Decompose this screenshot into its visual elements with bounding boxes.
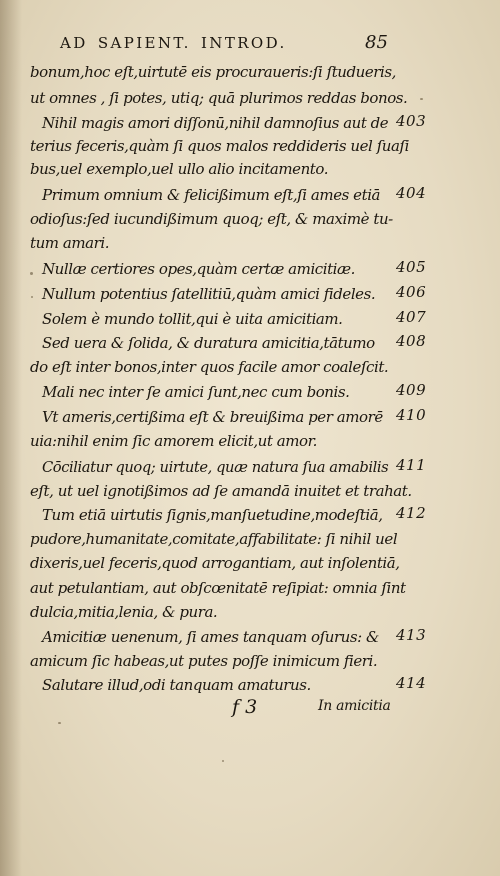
ink-speck bbox=[58, 722, 61, 724]
sentence-number: 410 bbox=[396, 406, 427, 424]
line-text: tum amari. bbox=[30, 234, 110, 252]
sentence-number: 407 bbox=[396, 308, 427, 326]
line-text: Vt ameris,certißima eſt & breuißima per amorē bbox=[42, 408, 383, 426]
line-text: amicum ſic habeas,ut putes poſſe inimicum fieri. bbox=[30, 652, 378, 670]
line-text: odioſus:ſed iucundißimum quoq; eſt, & maximè tu- bbox=[30, 210, 393, 228]
text-line bbox=[0, 479, 500, 503]
text-line bbox=[0, 307, 500, 331]
text-line bbox=[0, 527, 500, 551]
text-line bbox=[0, 405, 500, 429]
text-line bbox=[0, 429, 500, 453]
line-text: Tum etiā uirtutis ſignis,manſuetudine,modeſtiā, bbox=[42, 506, 383, 524]
text-line bbox=[0, 551, 500, 575]
line-text: Amicitiæ uenenum, ſi ames tanquam oſurus: & bbox=[42, 628, 379, 646]
ink-speck bbox=[31, 296, 33, 298]
sentence-number: 404 bbox=[396, 184, 427, 202]
line-text: Sed uera & ſolida, & duratura amicitia,tātumo bbox=[42, 334, 375, 352]
sentence-number: 403 bbox=[396, 112, 427, 130]
text-line bbox=[0, 576, 500, 600]
text-line bbox=[0, 111, 500, 135]
text-line bbox=[0, 134, 500, 158]
line-text: Nullum potentius ſatellitiū,quàm amici fideles. bbox=[42, 285, 376, 303]
line-text: bonum,hoc eſt,uirtutē eis procuraueris:ſi ſtudueris, bbox=[30, 63, 396, 81]
line-text: pudore,humanitate,comitate,affabilitate: ſi nihil uel bbox=[30, 530, 398, 548]
text-line bbox=[0, 331, 500, 355]
line-text: uia:nihil enim ſic amorem elicit,ut amor. bbox=[30, 432, 317, 450]
line-text: Nullæ certiores opes,quàm certæ amicitiæ. bbox=[42, 260, 355, 278]
catchword: In amicitia bbox=[318, 698, 391, 714]
sentence-number: 414 bbox=[396, 674, 427, 692]
line-text: dixeris,uel feceris,quod arrogantiam, aut inſolentiā, bbox=[30, 554, 400, 572]
line-text: ut omnes , ſi potes, utiq; quā plurimos reddas bonos. bbox=[30, 89, 408, 107]
page-footer bbox=[0, 696, 500, 722]
line-text: Mali nec inter ſe amici ſunt,nec cum bonis. bbox=[42, 383, 350, 401]
line-text: Salutare illud,odi tanquam amaturus. bbox=[42, 676, 311, 694]
line-text: eſt, ut uel ignotißimos ad ſe amandā inuitet et trahat. bbox=[30, 482, 412, 500]
page-number: 85 bbox=[365, 32, 388, 53]
text-line bbox=[0, 649, 500, 673]
page-header bbox=[0, 32, 500, 58]
text-line bbox=[0, 60, 500, 84]
line-text: bus,uel exemplo,uel ullo alio incitamento. bbox=[30, 160, 329, 178]
text-line bbox=[0, 455, 500, 479]
text-line bbox=[0, 380, 500, 404]
text-line bbox=[0, 282, 500, 306]
sentence-number: 408 bbox=[396, 332, 427, 350]
sentence-number: 412 bbox=[396, 504, 427, 522]
ink-speck bbox=[30, 272, 33, 275]
line-text: aut petulantiam, aut obſcœnitatē reſipiat: omnia ſint bbox=[30, 579, 406, 597]
ink-speck bbox=[222, 760, 224, 762]
running-head: AD SAPIENT. INTROD. bbox=[60, 34, 287, 52]
text-line bbox=[0, 673, 500, 697]
line-text: do eſt inter bonos,inter quos facile amor coaleſcit. bbox=[30, 358, 389, 376]
text-line bbox=[0, 183, 500, 207]
signature-mark: f 3 bbox=[232, 696, 258, 718]
text-line bbox=[0, 231, 500, 255]
text-line bbox=[0, 86, 500, 110]
text-line bbox=[0, 625, 500, 649]
ink-speck bbox=[420, 98, 423, 100]
sentence-number: 413 bbox=[396, 626, 427, 644]
line-text: Solem è mundo tollit,qui è uita amicitiam. bbox=[42, 310, 343, 328]
line-text: Primum omnium & felicißimum eſt,ſi ames etiā bbox=[42, 186, 381, 204]
text-line bbox=[0, 355, 500, 379]
line-text: Nihil magis amori diſſonū,nihil damnoſius aut de bbox=[42, 114, 389, 132]
sentence-number: 406 bbox=[396, 283, 427, 301]
text-line bbox=[0, 257, 500, 281]
text-line bbox=[0, 503, 500, 527]
text-line bbox=[0, 157, 500, 181]
sentence-number: 405 bbox=[396, 258, 427, 276]
line-text: dulcia,mitia,lenia, & pura. bbox=[30, 603, 218, 621]
line-text: terius feceris,quàm ſi quos malos reddideris uel ſuaſi bbox=[30, 137, 409, 155]
text-line bbox=[0, 207, 500, 231]
sentence-number: 411 bbox=[396, 456, 427, 474]
line-text: Cōciliatur quoq; uirtute, quæ natura ſua amabilis bbox=[42, 458, 389, 476]
text-line bbox=[0, 600, 500, 624]
sentence-number: 409 bbox=[396, 381, 427, 399]
